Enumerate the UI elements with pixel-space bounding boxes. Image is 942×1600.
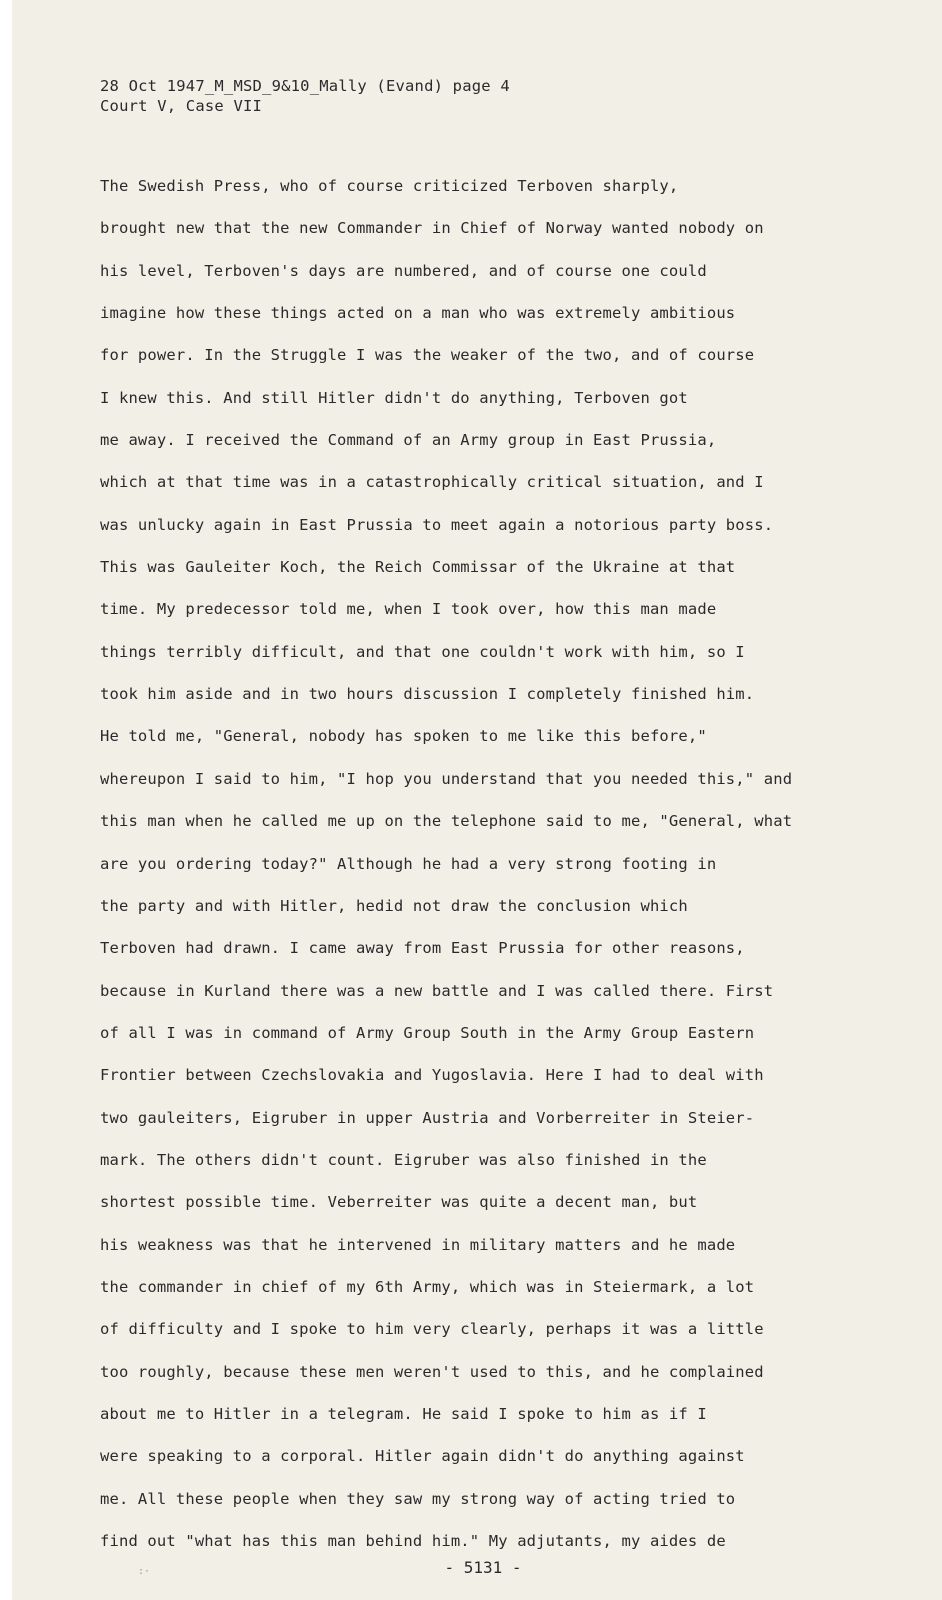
faint-mark: :· <box>138 1566 151 1577</box>
body-line: me. All these people when they saw my strong way of acting tried to <box>100 1489 736 1508</box>
body-line: the party and with Hitler, hedid not draw the conclusion which <box>100 896 688 915</box>
body-line: of all I was in command of Army Group South in the Army Group Eastern <box>100 1023 755 1042</box>
body-line: whereupon I said to him, "I hop you understand that you needed this," and <box>100 769 793 788</box>
body-line: imagine how these things acted on a man who was extremely ambitious <box>100 304 736 323</box>
body-line: Terboven had drawn. I came away from East Prussia for other reasons, <box>100 939 745 958</box>
body-line: I knew this. And still Hitler didn't do anything, Terboven got <box>100 388 688 407</box>
body-line: too roughly, because these men weren't used to this, and he complained <box>100 1362 764 1381</box>
body-line: were speaking to a corporal. Hitler again didn't do anything against <box>100 1447 745 1466</box>
body-line: are you ordering today?" Although he had a very strong footing in <box>100 854 717 873</box>
body-line: The Swedish Press, who of course criticized Terboven sharply, <box>100 177 679 195</box>
body-line: mark. The others didn't count. Eigruber was also finished in the <box>100 1150 707 1169</box>
body-line: Frontier between Czechslovakia and Yugoslavia. Here I had to deal with <box>100 1066 764 1085</box>
body-line: me away. I received the Command of an Army group in East Prussia, <box>100 431 717 450</box>
body-line: about me to Hitler in a telegram. He said I spoke to him as if I <box>100 1404 707 1423</box>
header-line-1: 28 Oct 1947_M_MSD_9&10_Mally (Evand) page 4 <box>100 77 510 95</box>
body-line: was unlucky again in East Prussia to meet again a notorious party boss. <box>100 515 774 534</box>
document-header <box>100 76 510 116</box>
body-line: his level, Terboven's days are numbered, and of course one could <box>100 261 707 280</box>
page-number: - 5131 - <box>444 1558 522 1577</box>
body-line: the commander in chief of my 6th Army, which was in Steiermark, a lot <box>100 1277 755 1296</box>
body-line: this man when he called me up on the telephone said to me, "General, what <box>100 812 793 831</box>
body-line: time. My predecessor told me, when I took over, how this man made <box>100 600 717 619</box>
body-line: his weakness was that he intervened in military matters and he made <box>100 1235 736 1254</box>
body-line: brought new that the new Commander in Chief of Norway wanted nobody on <box>100 219 764 238</box>
body-line: find out "what has this man behind him." My adjutants, my aides de <box>100 1532 726 1550</box>
transcript-body <box>100 176 900 1573</box>
body-line: two gauleiters, Eigruber in upper Austria and Vorberreiter in Steier- <box>100 1108 755 1127</box>
body-line: He told me, "General, nobody has spoken to me like this before," <box>100 727 707 746</box>
body-line: because in Kurland there was a new battle and I was called there. First <box>100 981 774 1000</box>
body-line: of difficulty and I spoke to him very clearly, perhaps it was a little <box>100 1320 764 1339</box>
body-line: for power. In the Struggle I was the weaker of the two, and of course <box>100 346 755 365</box>
header-line-2: Court V, Case VII <box>100 97 263 115</box>
body-line: took him aside and in two hours discussion I completely finished him. <box>100 685 755 704</box>
body-line: things terribly difficult, and that one couldn't work with him, so I <box>100 642 745 661</box>
body-line: This was Gauleiter Koch, the Reich Commissar of the Ukraine at that <box>100 558 736 577</box>
body-line: shortest possible time. Veberreiter was quite a decent man, but <box>100 1193 698 1212</box>
body-line: which at that time was in a catastrophically critical situation, and I <box>100 473 764 492</box>
